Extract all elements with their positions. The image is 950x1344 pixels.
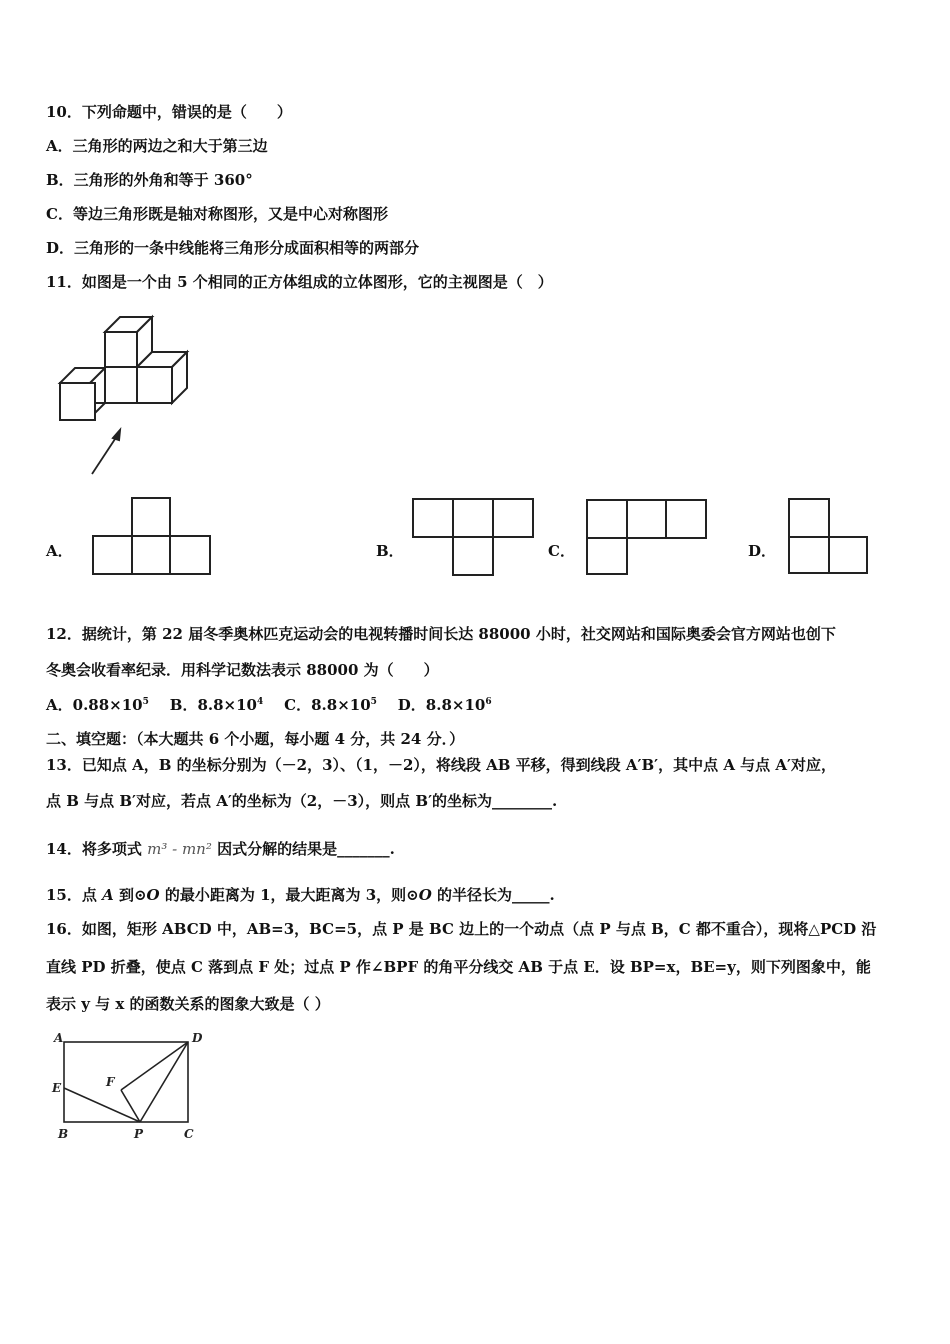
q13-line1: 13．已知点 A，B 的坐标分别为（－2，3）、（1，－2），将线段 AB 平移，得到线段 A′B′，其中点 A 与点 A′对应，: [46, 756, 836, 774]
q11-option-a-figure: [90, 496, 214, 580]
q11-option-b-label: B．: [376, 542, 404, 560]
q14-suffix: 因式分解的结果是_______.: [217, 840, 395, 858]
q11-stem: 11．如图是一个由 5 个相同的正方体组成的立体图形，它的主视图是（ ）: [46, 273, 553, 291]
q13-line2: 点 B 与点 B′对应，若点 A′的坐标为（2，－3），则点 B′的坐标为________.: [46, 792, 558, 810]
q11-option-c-figure: [584, 497, 710, 581]
q14-polynomial: m³ - mn²: [147, 840, 212, 858]
q12-option-d: D．$8.8\times 10^6$: [397, 696, 492, 714]
q11-option-d-label: D．: [748, 542, 777, 560]
q12-option-c: C．$8.8\times 10^5$: [284, 696, 377, 714]
q14-prefix: 14．将多项式: [46, 840, 142, 858]
q11-option-d-figure: [786, 496, 872, 580]
q16-label-p: P: [134, 1127, 144, 1141]
q12-line2: 冬奥会收看率纪录．用科学记数法表示 88000 为（ ）: [46, 661, 439, 679]
q15: 15．点 A 到⊙O 的最小距离为 1，最大距离为 3，则⊙O 的半径长为_____.: [46, 886, 555, 904]
q10-option-b: B．三角形的外角和等于 360°: [46, 171, 253, 189]
q11-cube-figure: [50, 312, 200, 482]
q12-options: [46, 695, 492, 715]
q11-option-c-label: C．: [548, 542, 575, 560]
q16-line1: 16．如图，矩形 ABCD 中，AB=3，BC=5，点 P 是 BC 边上的一个动点（点 P 与点 B，C 都不重合），现将△PCD 沿: [46, 920, 877, 938]
q10-option-a: A．三角形的两边之和大于第三边: [46, 137, 268, 155]
q16-line3: 表示 y 与 x 的函数关系的图象大致是（ ）: [46, 995, 330, 1013]
q16-label-b: B: [58, 1127, 69, 1141]
q10-option-c: C．等边三角形既是轴对称图形，又是中心对称图形: [46, 205, 388, 223]
q16-label-e: E: [52, 1081, 62, 1095]
q10-stem: 10．下列命题中，错误的是（ ）: [46, 103, 292, 121]
q12-line1: 12．据统计，第 22 届冬季奥林匹克运动会的电视转播时间长达 88000 小时，社交网站和国际奥委会官方网站也创下: [46, 625, 836, 643]
q16-label-f: F: [106, 1075, 115, 1089]
q11-option-b-figure: [410, 496, 536, 582]
q12-option-b: B．$8.8\times 10^4$: [169, 696, 264, 714]
q11-option-a-label: A．: [46, 542, 73, 560]
q16-label-c: C: [184, 1127, 194, 1141]
q12-option-a: A．$0.88\times 10^5$: [46, 696, 149, 714]
q16-rectangle-figure: [46, 1028, 216, 1148]
q16-line2: 直线 PD 折叠，使点 C 落到点 F 处；过点 P 作∠BPF 的角平分线交 AB 于点 E．设 BP=x，BE=y，则下列图象中，能: [46, 958, 871, 976]
q14: [46, 839, 395, 859]
q10-option-d: D．三角形的一条中线能将三角形分成面积相等的两部分: [46, 239, 420, 257]
q16-label-d: D: [192, 1031, 203, 1045]
q16-label-a: A: [54, 1031, 64, 1045]
section-2-heading: 二、填空题：（本大题共 6 个小题，每小题 4 分，共 24 分．）: [46, 730, 465, 748]
